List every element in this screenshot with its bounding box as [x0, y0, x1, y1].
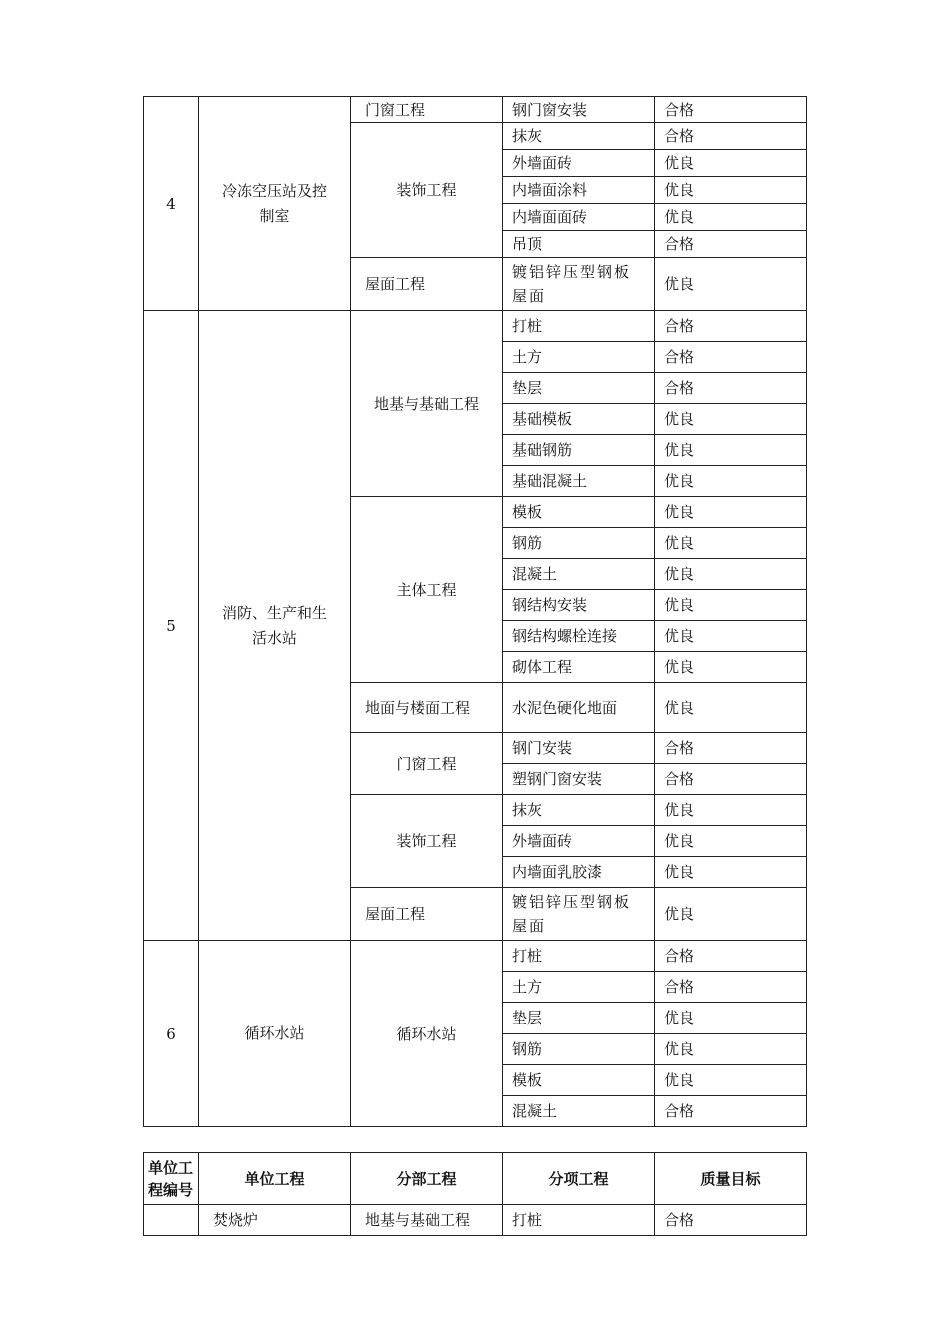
item-cell: 土方: [503, 342, 655, 373]
item-name-line-2: 屋面: [512, 287, 547, 305]
unit-name-line-1: 消防、生产和生: [221, 603, 327, 622]
division-cell: 装饰工程: [351, 795, 503, 888]
item-cell: 内墙面涂料: [503, 177, 655, 204]
target-cell: 优良: [655, 1034, 807, 1065]
division-cell: 装饰工程: [351, 123, 503, 258]
target-cell: 合格: [655, 342, 807, 373]
item-cell: 钢结构螺栓连接: [503, 621, 655, 652]
target-cell: 优良: [655, 435, 807, 466]
division-cell: 地基与基础工程: [351, 311, 503, 497]
item-cell: 打桩: [503, 1205, 655, 1236]
header-unit-no-line-2: 程编号: [148, 1180, 194, 1199]
item-cell: 塑钢门窗安装: [503, 764, 655, 795]
header-target: 质量目标: [655, 1153, 807, 1205]
division-cell: 门窗工程: [351, 97, 503, 123]
division-cell: 循环水站: [351, 941, 503, 1127]
unit-name-line-1: 循环水站: [244, 1024, 305, 1042]
item-cell: 模板: [503, 497, 655, 528]
header-unit-no: [144, 1153, 199, 1205]
target-cell: 优良: [655, 404, 807, 435]
division-cell: 屋面工程: [351, 888, 503, 941]
target-cell: 合格: [655, 1096, 807, 1127]
item-cell: 外墙面砖: [503, 826, 655, 857]
target-cell: 优良: [655, 1003, 807, 1034]
unit-cell: 焚烧炉: [199, 1205, 351, 1236]
division-cell: 地基与基础工程: [351, 1205, 503, 1236]
target-cell: 优良: [655, 258, 807, 311]
target-cell: 合格: [655, 123, 807, 150]
target-cell: 合格: [655, 1205, 807, 1236]
item-cell: 内墙面乳胶漆: [503, 857, 655, 888]
target-cell: 优良: [655, 1065, 807, 1096]
division-cell: 门窗工程: [351, 733, 503, 795]
target-cell: 合格: [655, 764, 807, 795]
table-row: [144, 1205, 807, 1236]
item-cell: 外墙面砖: [503, 150, 655, 177]
unit-no-cell: 6: [144, 941, 199, 1127]
division-cell: 地面与楼面工程: [351, 683, 503, 733]
quality-target-table: [143, 96, 807, 1127]
division-cell: 屋面工程: [351, 258, 503, 311]
item-cell: 垫层: [503, 1003, 655, 1034]
unit-no-cell: 4: [144, 97, 199, 311]
item-cell: 钢结构安装: [503, 590, 655, 621]
unit-no-cell: [144, 1205, 199, 1236]
unit-name-cell: [199, 97, 351, 311]
target-cell: 优良: [655, 795, 807, 826]
item-name-line-2: 屋面: [512, 917, 547, 935]
item-cell: 基础混凝土: [503, 466, 655, 497]
target-cell: 合格: [655, 941, 807, 972]
item-cell: 砌体工程: [503, 652, 655, 683]
target-cell: 合格: [655, 231, 807, 258]
target-cell: 合格: [655, 97, 807, 123]
target-cell: 合格: [655, 373, 807, 404]
quality-target-header-table: [143, 1152, 807, 1236]
target-cell: 优良: [655, 857, 807, 888]
item-cell: 基础模板: [503, 404, 655, 435]
header-row: [144, 1153, 807, 1205]
target-cell: 优良: [655, 590, 807, 621]
item-cell: [503, 888, 655, 941]
unit-no-cell: 5: [144, 311, 199, 941]
target-cell: 合格: [655, 733, 807, 764]
header-unit: 单位工程: [199, 1153, 351, 1205]
target-cell: 优良: [655, 528, 807, 559]
unit-name-cell: [199, 311, 351, 941]
item-cell: 土方: [503, 972, 655, 1003]
unit-name-line-1: 冷冻空压站及控: [221, 181, 327, 200]
table-row: [144, 311, 807, 342]
item-cell: 抹灰: [503, 795, 655, 826]
division-cell: 主体工程: [351, 497, 503, 683]
item-cell: 内墙面面砖: [503, 204, 655, 231]
unit-name-cell: [199, 941, 351, 1127]
header-item: 分项工程: [503, 1153, 655, 1205]
target-cell: 合格: [655, 972, 807, 1003]
item-cell: 打桩: [503, 941, 655, 972]
item-cell: 垫层: [503, 373, 655, 404]
target-cell: 优良: [655, 652, 807, 683]
item-cell: 混凝土: [503, 559, 655, 590]
item-cell: 水泥色硬化地面: [503, 683, 655, 733]
table-row: [144, 941, 807, 972]
item-cell: 混凝土: [503, 1096, 655, 1127]
target-cell: 优良: [655, 621, 807, 652]
item-cell: 抹灰: [503, 123, 655, 150]
target-cell: 优良: [655, 204, 807, 231]
item-cell: 钢门安装: [503, 733, 655, 764]
item-cell: [503, 258, 655, 311]
item-cell: 打桩: [503, 311, 655, 342]
header-unit-no-line-1: 单位工: [148, 1158, 194, 1177]
target-cell: 优良: [655, 497, 807, 528]
item-name-line-1: 镀铝锌压型钢板: [512, 893, 632, 911]
item-cell: 吊顶: [503, 231, 655, 258]
item-name-line-1: 镀铝锌压型钢板: [512, 263, 632, 281]
target-cell: 优良: [655, 466, 807, 497]
target-cell: 合格: [655, 311, 807, 342]
target-cell: 优良: [655, 683, 807, 733]
table-row: [144, 97, 807, 123]
item-cell: 钢门窗安装: [503, 97, 655, 123]
target-cell: 优良: [655, 826, 807, 857]
target-cell: 优良: [655, 559, 807, 590]
item-cell: 钢筋: [503, 528, 655, 559]
item-cell: 基础钢筋: [503, 435, 655, 466]
item-cell: 钢筋: [503, 1034, 655, 1065]
item-cell: 模板: [503, 1065, 655, 1096]
target-cell: 优良: [655, 150, 807, 177]
target-cell: 优良: [655, 177, 807, 204]
target-cell: 优良: [655, 888, 807, 941]
header-division: 分部工程: [351, 1153, 503, 1205]
unit-name-line-2: 制室: [259, 206, 290, 225]
unit-name-line-2: 活水站: [251, 628, 297, 647]
